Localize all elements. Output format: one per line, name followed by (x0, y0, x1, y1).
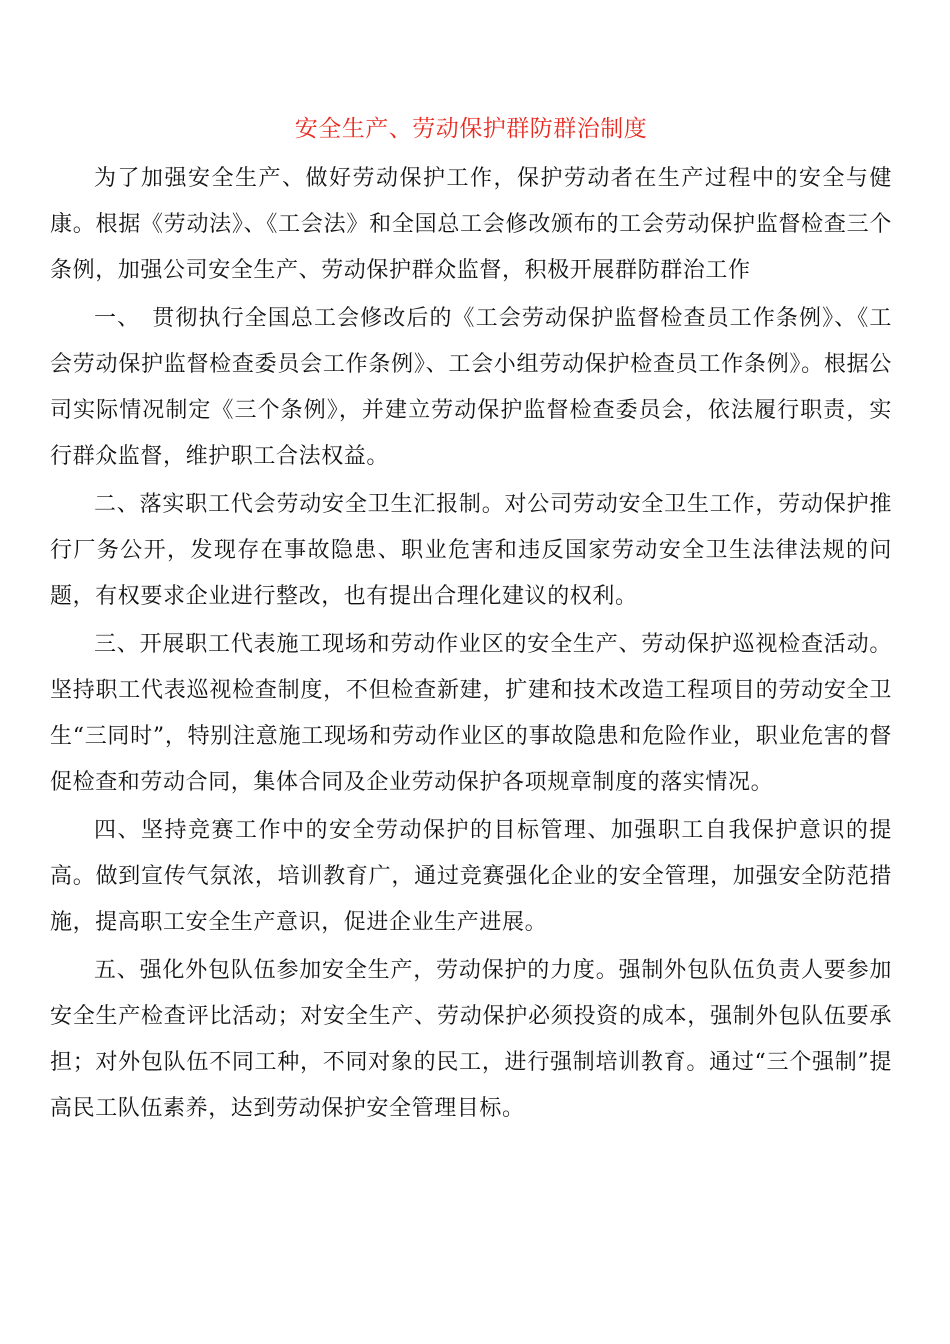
intro-paragraph: 为了加强安全生产、做好劳动保护工作，保护劳动者在生产过程中的安全与健康。根据《劳动法》、《工会法》和全国总工会修改颁布的工会劳动保护监督检查三个条例，加强公司安全生产、劳动保护群众监督，积极开展群防群治工作 (50, 166, 892, 283)
clause-1-paragraph: 一、 贯彻执行全国总工会修改后的《工会劳动保护监督检查员工作条例》、《工会劳动保护监督检查委员会工作条例》、工会小组劳动保护检查员工作条例》。根据公司实际情况制定《三个条例》，并建立劳动保护监督检查委员会，依法履行职责，实行群众监督，维护职工合法权益。 (50, 306, 892, 469)
clause-4-paragraph: 四、坚持竞赛工作中的安全劳动保护的目标管理、加强职工自我保护意识的提高。做到宣传气氛浓，培训教育广，通过竞赛强化企业的安全管理，加强安全防范措施，提高职工安全生产意识，促进企业生产进展。 (50, 818, 892, 935)
clause-3-paragraph: 三、开展职工代表施工现场和劳动作业区的安全生产、劳动保护巡视检查活动。坚持职工代表巡视检查制度，不但检查新建，扩建和技术改造工程项目的劳动安全卫生“三同时”，特别注意施工现场和劳动作业区的事故隐患和危险作业，职业危害的督促检查和劳动合同，集体合同及企业劳动保护各项规章制度的落实情况。 (50, 632, 892, 795)
clause-5-paragraph: 五、强化外包队伍参加安全生产，劳动保护的力度。强制外包队伍负责人要参加安全生产检查评比活动；对安全生产、劳动保护必须投资的成本，强制外包队伍要承担；对外包队伍不同工种，不同对象的民工，进行强制培训教育。通过“三个强制”提高民工队伍素养，达到劳动保护安全管理目标。 (50, 958, 892, 1121)
clause-2-paragraph: 二、落实职工代会劳动安全卫生汇报制。对公司劳动安全卫生工作，劳动保护推行厂务公开，发现存在事故隐患、职业危害和违反国家劳动安全卫生法律法规的问题，有权要求企业进行整改，也有提出合理化建议的权利。 (50, 492, 892, 609)
document-title: 安全生产、劳动保护群防群治制度 (294, 116, 648, 142)
